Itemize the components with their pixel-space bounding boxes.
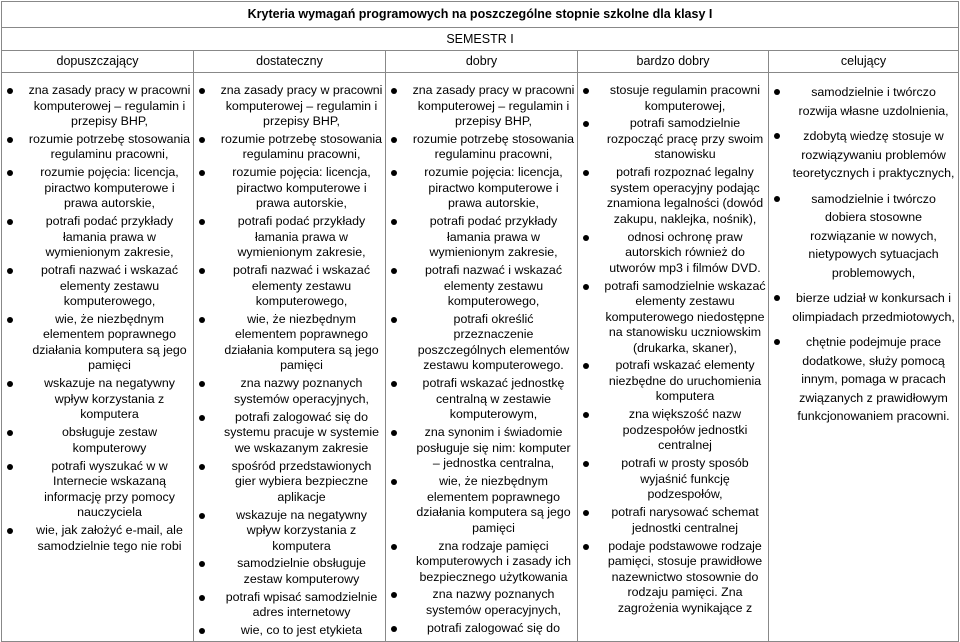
criterion-item: wie, że niezbędnym elementem poprawnego działania komputera są jego pamięci <box>2 312 191 374</box>
criterion-item: potrafi nazwać i wskazać elementy zestawu komputerowego, <box>2 263 191 310</box>
criterion-item: potrafi rozpoznać legalny system operacyjny podając znamiona legalności (dowód zakupu, naklejka, nośnik), <box>578 165 766 227</box>
criterion-item: potrafi podać przykłady łamania prawa w wymienionym zakresie, <box>194 214 383 261</box>
criterion-item: wie, jak założyć e-mail, ale samodzielnie tego nie robi <box>2 523 191 554</box>
criterion-item: potrafi wyszukać w w Internecie wskazaną informację przy pomocy nauczyciela <box>2 459 191 521</box>
criterion-item: spośród przedstawionych gier wybiera bezpieczne aplikacje <box>194 459 383 506</box>
criterion-item: samodzielnie obsługuje zestaw komputerowy <box>194 556 383 587</box>
grade-header-dostateczny: dostateczny <box>194 51 386 73</box>
criterion-item: potrafi zalogować się do <box>386 621 575 637</box>
criterion-item: rozumie potrzebę stosowania regulaminu pracowni, <box>386 132 575 163</box>
grade-column-bardzo-dobry <box>578 73 769 642</box>
criterion-item: potrafi podać przykłady łamania prawa w wymienionym zakresie, <box>386 214 575 261</box>
criterion-item: potrafi nazwać i wskazać elementy zestawu komputerowego, <box>386 263 575 310</box>
criterion-item: obsługuje zestaw komputerowy <box>2 425 191 456</box>
criterion-item: potrafi samodzielnie rozpocząć pracę przy swoim stanowisku <box>578 116 766 163</box>
criterion-item: zna zasady pracy w pracowni komputerowej – regulamin i przepisy BHP, <box>194 83 383 130</box>
criterion-item: wie, że niezbędnym elementem poprawnego działania komputera są jego pamięci <box>194 312 383 374</box>
grade-column-dobry <box>386 73 578 642</box>
criterion-item: rozumie pojęcia: licencja, piractwo komputerowe i prawa autorskie, <box>2 165 191 212</box>
criterion-item: zna zasady pracy w pracowni komputerowej – regulamin i przepisy BHP, <box>386 83 575 130</box>
criterion-item: potrafi zalogować się do systemu pracuje w systemie we wskazanym zakresie <box>194 410 383 457</box>
criterion-item: samodzielnie i twórczo dobiera stosowne rozwiązanie w nowych, nietypowych sytuacjach problemowych, <box>769 190 956 283</box>
criteria-list <box>386 73 577 636</box>
criterion-item: potrafi samodzielnie wskazać elementy zestawu komputerowego niedostępne na stanowisku uczniowskim (drukarka, skaner), <box>578 279 766 357</box>
criterion-item: zdobytą wiedzę stosuje w rozwiązywaniu problemów teoretycznych i praktycznych, <box>769 127 956 183</box>
criteria-list <box>194 73 385 639</box>
grade-header-bardzo-dobry: bardzo dobry <box>578 51 769 73</box>
criterion-item: zna synonim i świadomie posługuje się nim: komputer – jednostka centralna, <box>386 425 575 472</box>
document-title: Kryteria wymagań programowych na poszczególne stopnie szkolne dla klasy I <box>2 2 959 28</box>
criterion-item: chętnie podejmuje prace dodatkowe, służy pomocą innym, pomaga w pracach związanych z prawidłowym funkcjonowaniem pracowni. <box>769 333 956 426</box>
criterion-item: rozumie potrzebę stosowania regulaminu pracowni, <box>2 132 191 163</box>
criterion-item: potrafi określić przeznaczenie poszczególnych elementów zestawu komputerowego. <box>386 312 575 374</box>
grade-header-celujacy: celujący <box>769 51 959 73</box>
criterion-item: wskazuje na negatywny wpływ korzystania z komputera <box>2 376 191 423</box>
criterion-item: wie, że niezbędnym elementem poprawnego działania komputera są jego pamięci <box>386 474 575 536</box>
criterion-item: rozumie pojęcia: licencja, piractwo komputerowe i prawa autorskie, <box>386 165 575 212</box>
criteria-list <box>2 73 193 554</box>
grade-header-dobry: dobry <box>386 51 578 73</box>
grade-header-dopuszczajacy: dopuszczający <box>2 51 194 73</box>
criterion-item: zna nazwy poznanych systemów operacyjnych, <box>194 376 383 407</box>
criterion-item: potrafi w prosty sposób wyjaśnić funkcję podzespołów, <box>578 456 766 503</box>
criterion-item: podaje podstawowe rodzaje pamięci, stosuje prawidłowe nazewnictwo stosownie do rodzaju pamięci. Zna zagrożenia wynikające z <box>578 539 766 617</box>
criterion-item: potrafi wskazać elementy niezbędne do uruchomienia komputera <box>578 358 766 405</box>
criterion-item: odnosi ochronę praw autorskich również do utworów mp3 i filmów DVD. <box>578 230 766 277</box>
criterion-item: potrafi wskazać jednostkę centralną w zestawie komputerowym, <box>386 376 575 423</box>
grade-column-dopuszczajacy <box>2 73 194 642</box>
criteria-list <box>769 73 958 426</box>
criterion-item: wskazuje na negatywny wpływ korzystania z komputera <box>194 508 383 555</box>
criterion-item: potrafi podać przykłady łamania prawa w wymienionym zakresie, <box>2 214 191 261</box>
criterion-item: samodzielnie i twórczo rozwija własne uzdolnienia, <box>769 83 956 120</box>
criterion-item: stosuje regulamin pracowni komputerowej, <box>578 83 766 114</box>
criterion-item: zna zasady pracy w pracowni komputerowej – regulamin i przepisy BHP, <box>2 83 191 130</box>
criterion-item: rozumie potrzebę stosowania regulaminu pracowni, <box>194 132 383 163</box>
criterion-item: potrafi nazwać i wskazać elementy zestawu komputerowego, <box>194 263 383 310</box>
requirements-table <box>1 1 959 642</box>
criterion-item: potrafi narysować schemat jednostki centralnej <box>578 505 766 536</box>
criterion-item: bierze udział w konkursach i olimpiadach przedmiotowych, <box>769 289 956 326</box>
semester-label: SEMESTR I <box>2 28 959 51</box>
criterion-item: potrafi wpisać samodzielnie adres internetowy <box>194 590 383 621</box>
criteria-list <box>578 73 768 616</box>
grade-column-celujacy <box>769 73 959 642</box>
criterion-item: zna nazwy poznanych systemów operacyjnych, <box>386 587 575 618</box>
criterion-item: wie, co to jest etykieta <box>194 623 383 639</box>
grade-column-dostateczny <box>194 73 386 642</box>
criterion-item: zna rodzaje pamięci komputerowych i zasady ich bezpiecznego użytkowania <box>386 539 575 586</box>
criterion-item: zna większość nazw podzespołów jednostki centralnej <box>578 407 766 454</box>
criterion-item: rozumie pojęcia: licencja, piractwo komputerowe i prawa autorskie, <box>194 165 383 212</box>
